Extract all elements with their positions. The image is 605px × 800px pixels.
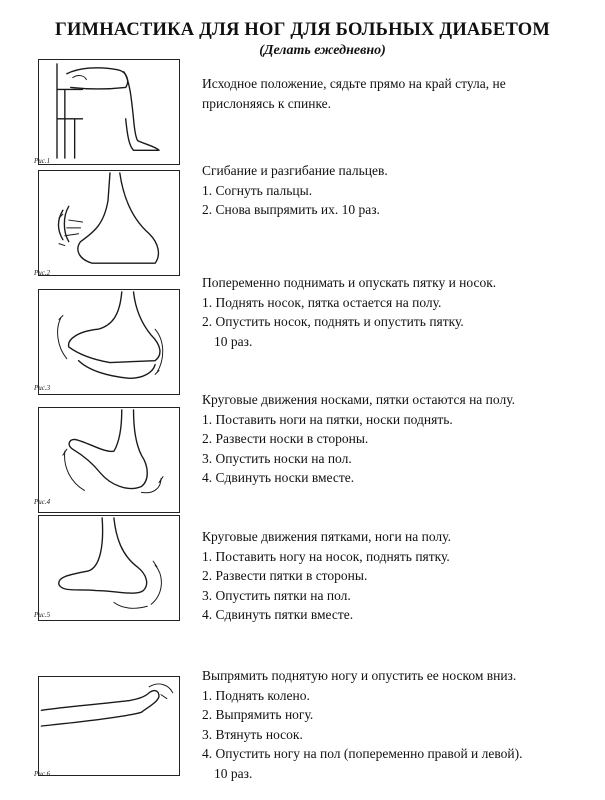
exercise-2-text — [202, 161, 597, 220]
exercise-3-text — [202, 273, 597, 351]
figure-5-heel-circles-illustration — [38, 515, 180, 621]
exercise-2-line: Сгибание и разгибание пальцев. — [202, 163, 388, 178]
exercise-5-line: 1. Поставить ногу на носок, поднять пятку. — [202, 548, 450, 564]
exercise-6-line: 10 раз. — [214, 765, 253, 781]
exercise-1-text — [202, 74, 597, 113]
figure-6-caption: Рис.6 — [34, 770, 51, 778]
page-title: ГИМНАСТИКА ДЛЯ НОГ ДЛЯ БОЛЬНЫХ ДИАБЕТОМ — [54, 20, 551, 40]
figure-3-heel-toe-illustration — [38, 289, 180, 395]
exercise-5-line: 4. Сдвинуть пятки вместе. — [202, 607, 354, 622]
exercise-6-line: 3. Втянуть носок. — [202, 726, 303, 742]
figure-1-sitting-illustration — [38, 59, 180, 165]
exercise-4-line: 4. Сдвинуть носки вместе. — [202, 470, 355, 485]
exercise-4-text — [202, 390, 597, 488]
figure-4-caption: Рис.4 — [34, 498, 51, 506]
exercise-3-line: 10 раз. — [214, 333, 253, 349]
figure-5-caption: Рис.5 — [34, 611, 51, 619]
exercise-6-line: 4. Опустить ногу на пол (попеременно правой и левой). — [202, 746, 523, 761]
exercise-5-text — [202, 527, 597, 625]
figure-3-caption: Рис.3 — [34, 384, 51, 392]
figure-1-caption: Рис.1 — [34, 157, 51, 165]
exercise-1-line: прислоняясь к спинке. — [202, 95, 332, 111]
exercise-3-line: 1. Поднять носок, пятка остается на полу. — [202, 294, 442, 310]
exercise-3-line: 2. Опустить носок, поднять и опустить пятку. — [202, 314, 464, 329]
figure-6-leg-raise-illustration — [38, 676, 180, 776]
exercise-5-line: 2. Развести пятки в стороны. — [202, 568, 368, 583]
figure-4-toe-circles-illustration — [38, 407, 180, 513]
exercise-2-line: 1. Согнуть пальцы. — [202, 182, 313, 198]
exercise-4-line: 1. Поставить ноги на пятки, носки поднять. — [202, 411, 453, 427]
exercise-4-line: 2. Развести носки в стороны. — [202, 431, 369, 446]
exercise-5-line: 3. Опустить пятки на пол. — [202, 587, 351, 603]
exercise-1-line: Исходное положение, сядьте прямо на край стула, не — [202, 76, 506, 91]
exercise-3-line: Попеременно поднимать и опускать пятку и носок. — [202, 275, 497, 290]
exercise-6-line: 1. Поднять колено. — [202, 687, 310, 703]
exercise-2-line: 2. Снова выпрямить их. 10 раз. — [202, 202, 380, 217]
figure-2-toes-illustration — [38, 170, 180, 276]
exercise-6-text — [202, 666, 597, 783]
exercise-6-line: Выпрямить поднятую ногу и опустить ее носком вниз. — [202, 668, 517, 683]
exercise-4-line: Круговые движения носками, пятки остаются на полу. — [202, 392, 515, 407]
exercise-5-line: Круговые движения пятками, ноги на полу. — [202, 529, 451, 544]
page-subtitle: (Делать ежедневно) — [259, 43, 386, 58]
figure-2-caption: Рис.2 — [34, 269, 51, 277]
exercise-6-line: 2. Выпрямить ногу. — [202, 707, 314, 722]
exercise-4-line: 3. Опустить носки на пол. — [202, 450, 352, 466]
